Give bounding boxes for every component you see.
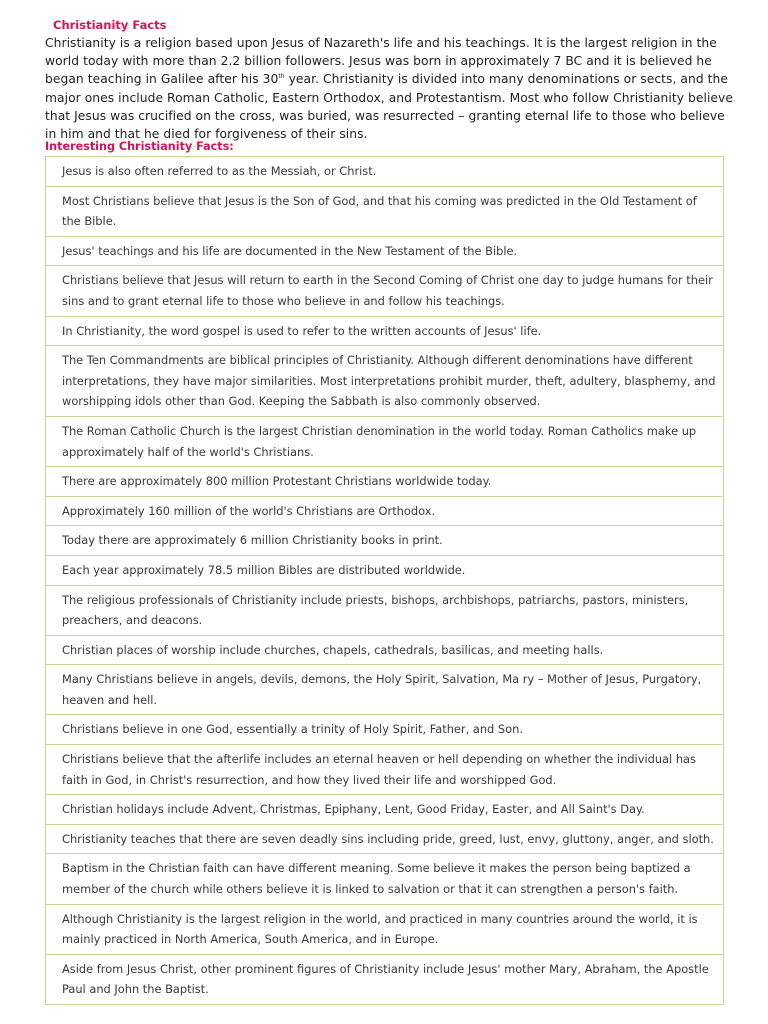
fact-row: Approximately 160 million of the world's Christians are Orthodox. bbox=[46, 497, 723, 527]
fact-row: Christians believe that the afterlife includes an eternal heaven or hell depending on whether the individual has faith in God, in Christ's resurrection, and how they lived their life and worshipped God. bbox=[46, 745, 723, 795]
facts-table bbox=[45, 156, 724, 1005]
fact-row: Christian places of worship include churches, chapels, cathedrals, basilicas, and meeting halls. bbox=[46, 636, 723, 666]
fact-row: The Roman Catholic Church is the largest Christian denomination in the world today. Roman Catholics make up approximately half of the world's Christians. bbox=[46, 417, 723, 467]
fact-row: Most Christians believe that Jesus is the Son of God, and that his coming was predicted in the Old Testament of the Bible. bbox=[46, 187, 723, 237]
fact-row: The religious professionals of Christianity include priests, bishops, archbishops, patriarchs, pastors, ministers, preachers, and deacons. bbox=[46, 586, 723, 636]
fact-row: Today there are approximately 6 million Christianity books in print. bbox=[46, 526, 723, 556]
page-title: Christianity Facts bbox=[53, 18, 167, 32]
intro-superscript: th bbox=[278, 73, 285, 81]
fact-row: Each year approximately 78.5 million Bibles are distributed worldwide. bbox=[46, 556, 723, 586]
intro-text-part-1: Christianity is a religion based upon Jesus of Nazareth's life and his teachings. It is the largest religion in the world today with more than 2.2 billion followers. Jesus was born in approximately 7 BC and it is believed he began teaching in Galilee after his 30 bbox=[45, 36, 717, 87]
fact-row: Jesus' teachings and his life are documented in the New Testament of the Bible. bbox=[46, 237, 723, 267]
fact-row: There are approximately 800 million Protestant Christians worldwide today. bbox=[46, 467, 723, 497]
fact-row: Christians believe that Jesus will return to earth in the Second Coming of Christ one day to judge humans for their sins and to grant eternal life to those who believe in and follow his teachings. bbox=[46, 266, 723, 316]
fact-row: Although Christianity is the largest religion in the world, and practiced in many countries around the world, it is mainly practiced in North America, South America, and in Europe. bbox=[46, 905, 723, 955]
fact-row: Baptism in the Christian faith can have different meaning. Some believe it makes the person being baptized a member of the church while others believe it is linked to salvation or that it can strengthen a person's faith. bbox=[46, 854, 723, 904]
intro-paragraph bbox=[45, 34, 735, 143]
fact-row: Christians believe in one God, essentially a trinity of Holy Spirit, Father, and Son. bbox=[46, 715, 723, 745]
fact-row: Jesus is also often referred to as the Messiah, or Christ. bbox=[46, 157, 723, 187]
fact-row: Aside from Jesus Christ, other prominent figures of Christianity include Jesus' mother Mary, Abraham, the Apostle Paul and John the Baptist. bbox=[46, 955, 723, 1005]
facts-heading: Interesting Christianity Facts: bbox=[45, 140, 234, 153]
fact-row: Christian holidays include Advent, Christmas, Epiphany, Lent, Good Friday, Easter, and All Saint's Day. bbox=[46, 795, 723, 825]
fact-row: In Christianity, the word gospel is used to refer to the written accounts of Jesus' life. bbox=[46, 317, 723, 347]
intro-text-part-2: year. Christianity is divided into many denominations or sects, and the major ones include Roman Catholic, Eastern Orthodox, and Protestantism. Most who follow Christianity believe that Jesus was crucified on the cross, was buried, was resurrected – granting eternal life to those who believe in him and that he died for forgiveness of their sins. bbox=[45, 72, 733, 142]
fact-row: Christianity teaches that there are seven deadly sins including pride, greed, lust, envy, gluttony, anger, and sloth. bbox=[46, 825, 723, 855]
fact-row: Many Christians believe in angels, devils, demons, the Holy Spirit, Salvation, Ma ry – Mother of Jesus, Purgatory, heaven and hell. bbox=[46, 665, 723, 715]
fact-row: The Ten Commandments are biblical principles of Christianity. Although different denominations have different interpretations, they have major similarities. Most interpretations prohibit murder, theft, adultery, blasphemy, and worshipping idols other than God. Keeping the Sabbath is also commonly observed. bbox=[46, 346, 723, 417]
